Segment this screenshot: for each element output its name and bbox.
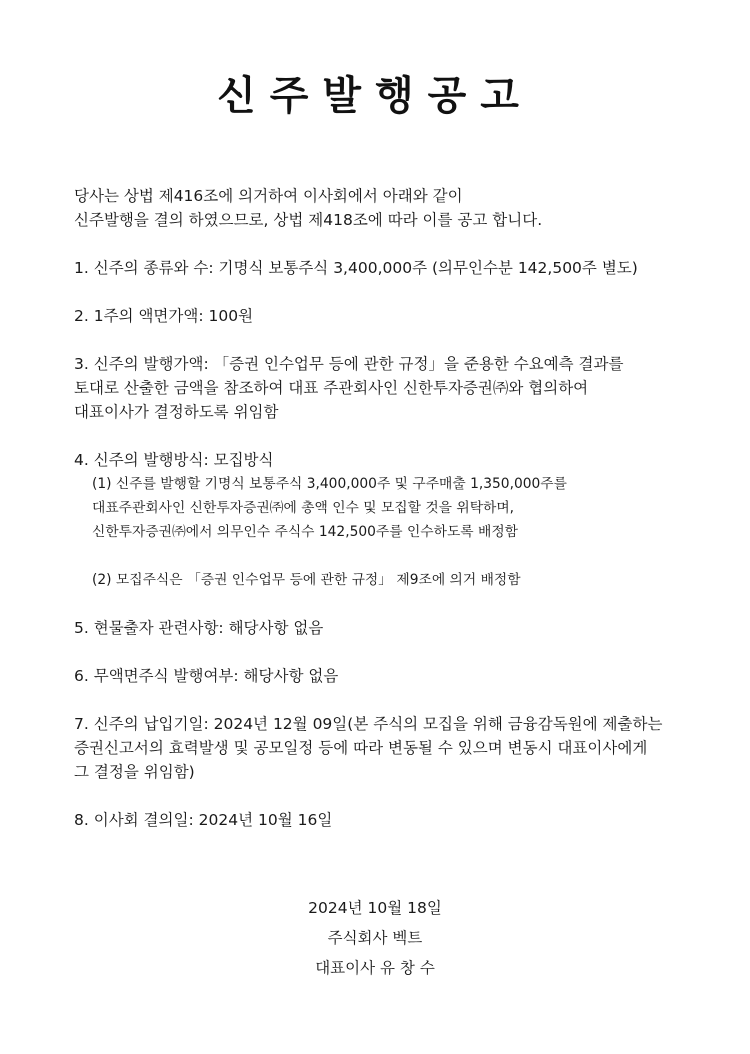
item-6: 6. 무액면주식 발행여부: 해당사항 없음 bbox=[74, 667, 339, 685]
document-title: 신주발행공고 bbox=[217, 73, 533, 119]
item-7-line: 그 결정을 위임함) bbox=[74, 763, 195, 781]
item-5: 5. 현물출자 관련사항: 해당사항 없음 bbox=[74, 619, 324, 637]
item-4-sub1-line: 신한투자증권㈜에서 의무인수 주식수 142,500주를 인수하도록 배정함 bbox=[92, 524, 518, 540]
intro-line: 당사는 상법 제416조에 의거하여 이사회에서 아래와 같이 bbox=[74, 187, 463, 205]
item-4-sub2-line: (2) 모집주식은 「증권 인수업무 등에 관한 규정」 제9조에 의거 배정함 bbox=[92, 572, 521, 588]
item-4-sub1-line: (1) 신주를 발행할 기명식 보통주식 3,400,000주 및 구주매출 1,350,000주를 bbox=[92, 476, 567, 492]
signature-representative: 대표이사 유 창 수 bbox=[315, 959, 435, 977]
item-3-line: 토대로 산출한 금액을 참조하여 대표 주관회사인 신한투자증권㈜와 협의하여 bbox=[74, 379, 589, 397]
item-3-line: 대표이사가 결정하도록 위임함 bbox=[74, 403, 279, 421]
item-4-sub1-line: 대표주관회사인 신한투자증권㈜에 총액 인수 및 모집할 것을 위탁하며, bbox=[92, 500, 515, 516]
item-2: 2. 1주의 액면가액: 100원 bbox=[74, 307, 254, 325]
signature-block bbox=[0, 893, 750, 983]
item-7-line: 증권신고서의 효력발생 및 공모일정 등에 따라 변동될 수 있으며 변동시 대표이사에게 bbox=[74, 739, 648, 757]
item-8: 8. 이사회 결의일: 2024년 10월 16일 bbox=[74, 811, 333, 829]
item-7-line: 7. 신주의 납입기일: 2024년 12월 09일(본 주식의 모집을 위해 금융감독원에 제출하는 bbox=[74, 715, 663, 733]
signature-company: 주식회사 벡트 bbox=[327, 929, 423, 947]
notice-body bbox=[74, 184, 714, 832]
item-3-line: 3. 신주의 발행가액: 「증권 인수업무 등에 관한 규정」을 준용한 수요예측 결과를 bbox=[74, 355, 624, 373]
item-1: 1. 신주의 종류와 수: 기명식 보통주식 3,400,000주 (의무인수분 142,500주 별도) bbox=[74, 259, 638, 277]
intro-line: 신주발행을 결의 하였으므로, 상법 제418조에 따라 이를 공고 합니다. bbox=[74, 211, 543, 229]
item-4: 4. 신주의 발행방식: 모집방식 bbox=[74, 451, 274, 469]
signature-date: 2024년 10월 18일 bbox=[308, 899, 442, 917]
